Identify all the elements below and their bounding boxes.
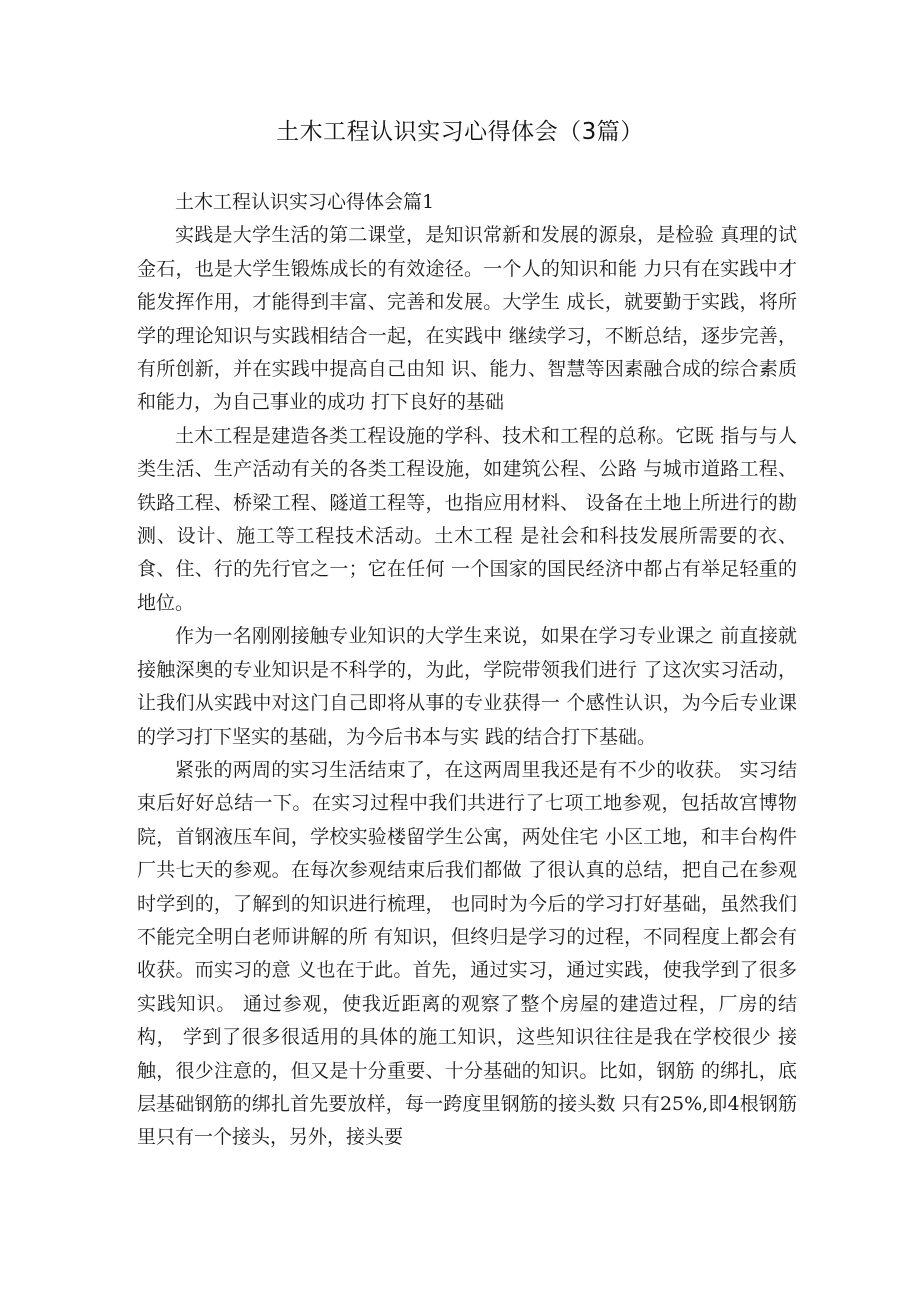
- document-title: 土木工程认识实习心得体会（3篇）: [276, 119, 644, 145]
- paragraph-3: 作为一名刚刚接触专业知识的大学生来说，如果在学习专业课之 前直接就接触深奥的专业知识是不科学的，为此，学院带领我们进行 了这次实习活动，让我们从实践中对这门自己即将从事的专业获得一 个感性认识，为今后专业课的学习打下坚实的基础，为今后书本与实 践的结合打下基础。: [137, 625, 797, 748]
- paragraph-2: 土木工程是建造各类工程设施的学科、技术和工程的总称。它既 指与与人类生活、生产活动有关的各类工程设施，如建筑公程、公路 与城市道路工程、铁路工程、桥梁工程、隧道工程等，也指应用材料、 设备在土地上所进行的勘测、设计、施工等工程技术活动。土木工程 是社会和科技发展所需要的衣、食、住、行的先行官之一；它在任何 一个国家的国民经济中都占有举足轻重的地位。: [137, 424, 797, 614]
- document-body: [137, 186, 797, 1155]
- paragraph-1: 实践是大学生活的第二课堂，是知识常新和发展的源泉，是检验 真理的试金石，也是大学生锻炼成长的有效途径。一个人的知识和能 力只有在实践中才能发挥作用，才能得到丰富、完善和发展。大学生 成长，就要勤于实践，将所学的理论知识与实践相结合一起，在实践中 继续学习，不断总结，逐步完善，有所创新，并在实践中提高自己由知 识、能力、智慧等因素融合成的综合素质和能力，为自己事业的成功 打下良好的基础: [137, 224, 797, 414]
- paragraph-4: 紧张的两周的实习生活结束了，在这两周里我还是有不少的收获。 实习结束后好好总结一下。在实习过程中我们共进行了七项工地参观，包括故宫博物院，首钢液压车间，学校实验楼留学生公寓，两处住宅 小区工地，和丰台构件厂共七天的参观。在每次参观结束后我们都做 了很认真的总结，把自己在参观时学到的，了解到的知识进行梳理， 也同时为今后的学习打好基础，虽然我们不能完全明白老师讲解的所 有知识，但终归是学习的过程，不同程度上都会有收获。而实习的意 义也在于此。首先，通过实习，通过实践，使我学到了很多实践知识。 通过参观，使我近距离的观察了整个房屋的建造过程，厂房的结构， 学到了很多很适用的具体的施工知识，这些知识往往是我在学校很少 接触，很少注意的，但又是十分重要、十分基础的知识。比如，钢筋 的绑扎，底层基础钢筋的绑扎首先要放样，每一跨度里钢筋的接头数 只有25%,即4根钢筋里只有一个接头，另外，接头要: [137, 758, 797, 1149]
- section-heading: 土木工程认识实习心得体会篇1: [175, 191, 435, 213]
